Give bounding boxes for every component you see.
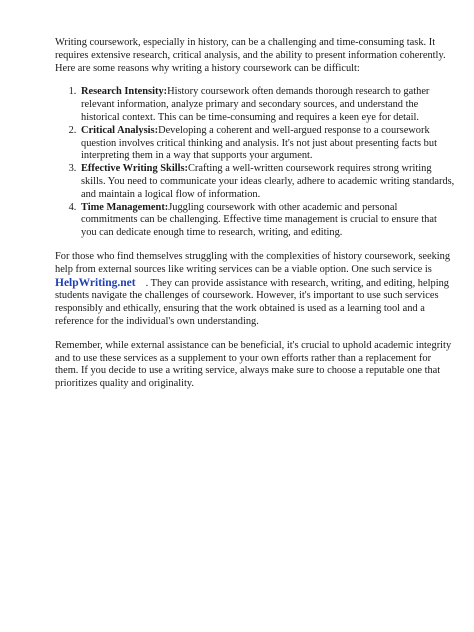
help-text-after: . They can provide assistance with research, writing, and editing, helping students navigate the challenges of coursework. However, it's important to use such services responsibly and ethically, ensuring that the work obtained is used as a learning tool and a reference for the individual's own understanding.	[55, 277, 449, 327]
term-effective-writing-skills: Effective Writing Skills:	[81, 163, 188, 175]
list-item-research	[79, 86, 455, 124]
help-text-before: For those who find themselves struggling with the complexities of history coursework, seeking help from external sources like writing services can be a viable option. One such service is	[55, 250, 451, 275]
term-research-intensity: Research Intensity:	[81, 86, 168, 98]
reason-text: Crafting a well-written coursework requires strong writing skills. You need to communicate your ideas clearly, adhere to academic writing standards, and maintain a logical flow of information.	[81, 163, 455, 200]
reason-text: Juggling coursework with other academic and personal commitments can be challenging. Effective time management is crucial to ensure that you can dedicate enough time to research, writing, and editing.	[81, 201, 437, 239]
reason-text: Developing a coherent and well-argued response to a coursework question involves critical thinking and analysis. It's not just about presenting facts but interpreting them in a way that supports your argument.	[81, 124, 437, 162]
intro-paragraph: Writing coursework, especially in history, can be a challenging and time-consuming task. It requires extensive research, critical analysis, and the ability to present information coherently. Here are some reasons why writing a history coursework can be difficult:	[55, 37, 446, 74]
reason-text: History coursework often demands thorough research to gather relevant information, analyze primary and secondary sources, and understand the historical context. This can be time-consuming and requires a keen eye for detail.	[81, 86, 430, 123]
term-time-management: Time Management:	[81, 201, 169, 213]
reasons-list	[55, 86, 455, 240]
list-item-writing	[79, 163, 455, 201]
term-critical-analysis: Critical Analysis:	[81, 124, 159, 136]
helpwriting-link[interactable]: HelpWriting.net	[55, 276, 136, 289]
list-item-analysis	[79, 125, 455, 163]
help-paragraph	[55, 251, 455, 329]
closing-paragraph: Remember, while external assistance can be beneficial, it's crucial to uphold academic integrity and to use these services as a supplement to your own efforts rather than a replacement for them. If you decide to use a writing service, always make sure to choose a reputable one that prioritizes quality and originality.	[55, 339, 452, 390]
document-page	[55, 37, 455, 402]
list-item-time	[79, 202, 455, 240]
